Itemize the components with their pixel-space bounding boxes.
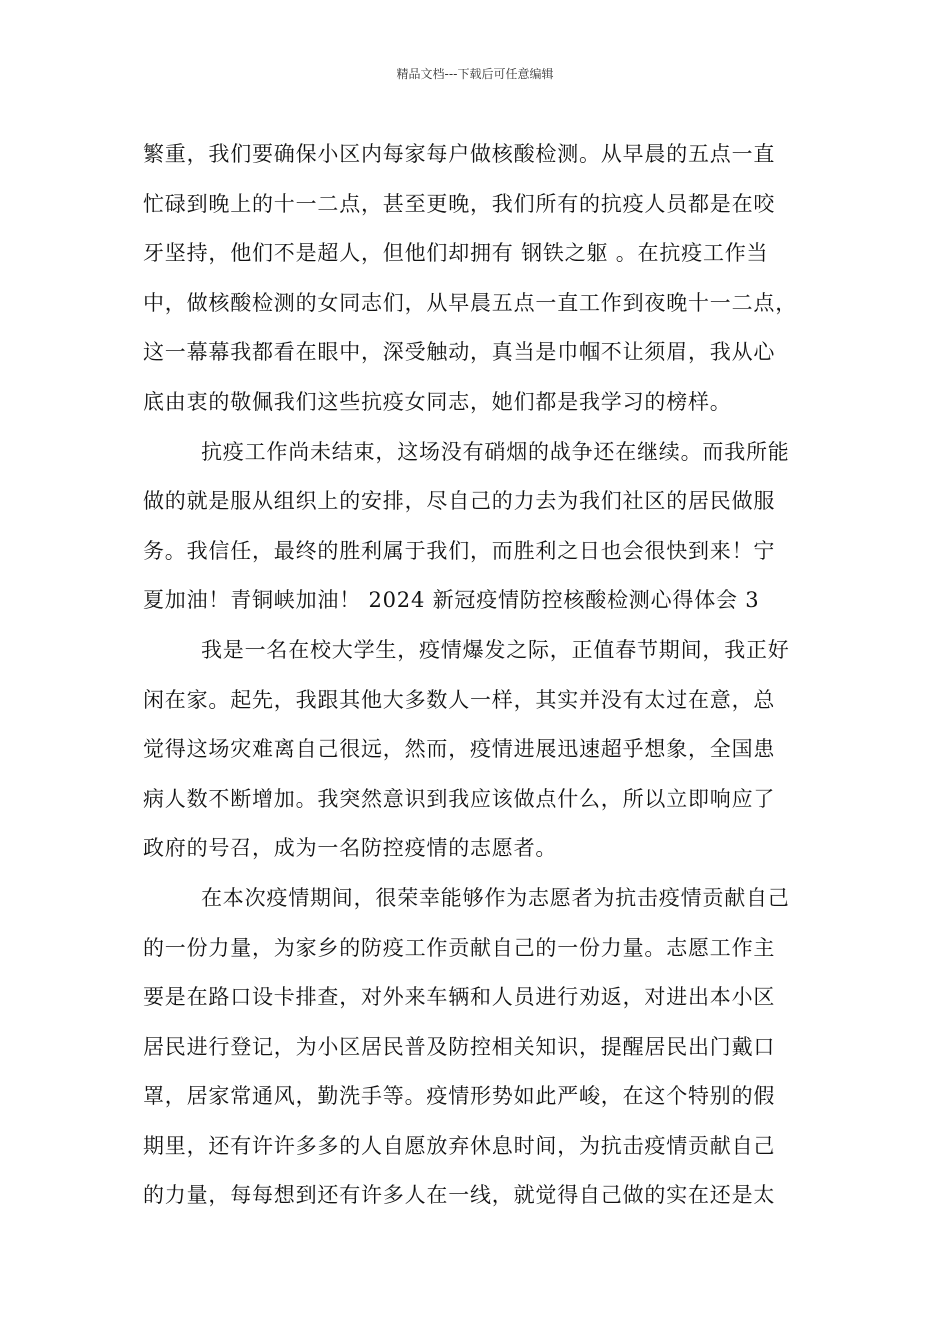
text-line: 病人数不断增加。我突然意识到我应该做点什么，所以立即响应了 bbox=[143, 786, 776, 811]
text-line: 牙坚持，他们不是超人，但他们却拥有 钢铁之躯 。在抗疫工作当 bbox=[143, 241, 769, 266]
text-line: 觉得这场灾难离自己很远，然而，疫情进展迅速超乎想象，全国患 bbox=[143, 737, 776, 762]
text-line: 忙碌到晚上的十一二点，甚至更晚，我们所有的抗疫人员都是在咬 bbox=[143, 191, 776, 216]
text-line: 夏加油！青铜峡加油！ 2024 新冠疫情防控核酸检测心得体会 3 bbox=[143, 588, 760, 613]
text-line: 的一份力量，为家乡的防疫工作贡献自己的一份力量。志愿工作主 bbox=[143, 935, 776, 960]
document-body bbox=[143, 130, 823, 1221]
text-line: 闲在家。起先，我跟其他大多数人一样，其实并没有太过在意，总 bbox=[143, 687, 776, 712]
text-line: 居民进行登记，为小区居民普及防控相关知识，提醒居民出门戴口 bbox=[143, 1034, 776, 1059]
text-line: 在本次疫情期间，很荣幸能够作为志愿者为抗击疫情贡献自己 bbox=[201, 885, 790, 910]
text-line: 政府的号召，成为一名防控疫情的志愿者。 bbox=[143, 836, 558, 861]
text-line: 的力量，每每想到还有许多人在一线，就觉得自己做的实在还是太 bbox=[143, 1183, 776, 1208]
text-line: 罩，居家常通风，勤洗手等。疫情形势如此严峻，在这个特别的假 bbox=[143, 1084, 776, 1109]
text-line: 务。我信任，最终的胜利属于我们，而胜利之日也会很快到来！宁 bbox=[143, 538, 776, 563]
text-line: 这一幕幕我都看在眼中，深受触动，真当是巾帼不让须眉，我从心 bbox=[143, 340, 776, 365]
page-header: 精品文档---下载后可任意编辑 bbox=[396, 67, 554, 81]
text-line: 繁重，我们要确保小区内每家每户做核酸检测。从早晨的五点一直 bbox=[143, 142, 776, 166]
text-line: 中，做核酸检测的女同志们，从早晨五点一直工作到夜晚十一二点， bbox=[143, 290, 797, 315]
text-line: 底由衷的敬佩我们这些抗疫女同志，她们都是我学习的榜样。 bbox=[143, 389, 732, 414]
text-line: 期里，还有许许多多的人自愿放弃休息时间，为抗击疫情贡献自己 bbox=[143, 1133, 776, 1158]
text-line: 抗疫工作尚未结束，这场没有硝烟的战争还在继续。而我所能 bbox=[201, 439, 790, 464]
text-line: 我是一名在校大学生，疫情爆发之际，正值春节期间，我正好 bbox=[201, 637, 790, 662]
text-line: 做的就是服从组织上的安排，尽自己的力去为我们社区的居民做服 bbox=[143, 489, 776, 514]
text-line: 要是在路口设卡排查，对外来车辆和人员进行劝返，对进出本小区 bbox=[143, 985, 776, 1010]
